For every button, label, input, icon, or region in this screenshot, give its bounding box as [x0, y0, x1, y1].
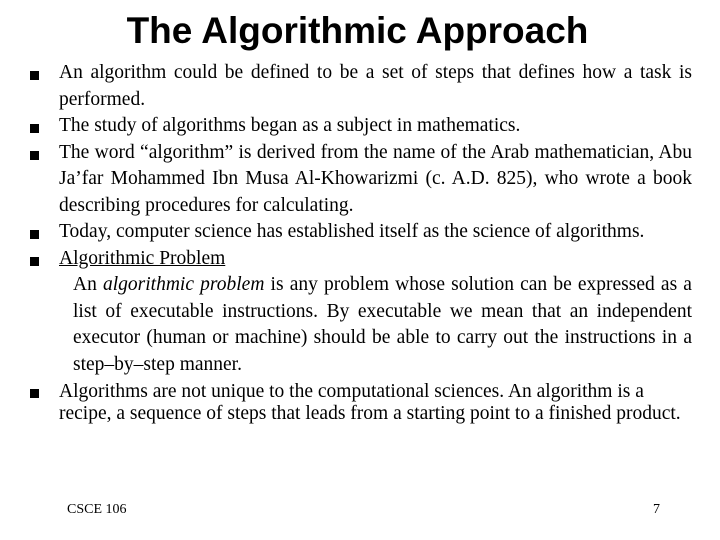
bullet-text: Algorithms are not unique to the computational sciences. An algorithm is a recipe, a sequence of steps that leads from a starting point to a finished product. — [59, 381, 681, 424]
bullet-item — [30, 140, 692, 220]
bullet-item — [30, 378, 692, 425]
bullet-item — [30, 60, 692, 113]
square-bullet-icon — [30, 257, 39, 266]
bullet-item — [30, 113, 692, 140]
square-bullet-icon — [30, 71, 39, 80]
square-bullet-icon — [30, 230, 39, 239]
bullet-text: An algorithm could be defined to be a set of steps that defines how a task is performed. — [59, 62, 692, 110]
problem-heading: Algorithmic Problem — [59, 247, 226, 269]
bullet-text: The word “algorithm” is derived from the name of the Arab mathematician, Abu Ja’far Mohammed Ibn Musa Al-Khowarizmi (c. A.D. 825), who wrote a book describing procedures for calculating. — [59, 141, 692, 216]
bullet-text: Today, computer science has established itself as the science of algorithms. — [59, 221, 645, 242]
problem-definition — [59, 272, 692, 378]
footer-course: CSCE 106 — [67, 502, 127, 517]
square-bullet-icon — [30, 151, 39, 160]
bullet-text: The study of algorithms began as a subject in mathematics. — [59, 115, 521, 136]
footer-page-number: 7 — [653, 502, 660, 517]
problem-text-em: algorithmic problem — [102, 274, 265, 295]
square-bullet-icon — [30, 389, 39, 398]
bullet-item — [30, 219, 692, 246]
square-bullet-icon — [30, 124, 39, 133]
problem-text-post: is any problem whose solution can be expressed as a list of executable instructions. By executable we mean that an independent executor (human or machine) should be able to carry out the instructions in a step–by–step manner. — [73, 274, 692, 375]
slide-content — [30, 60, 692, 425]
bullet-item-problem — [30, 246, 692, 379]
problem-text-pre: An — [73, 274, 103, 295]
slide-title: The Algorithmic Approach — [126, 10, 589, 51]
